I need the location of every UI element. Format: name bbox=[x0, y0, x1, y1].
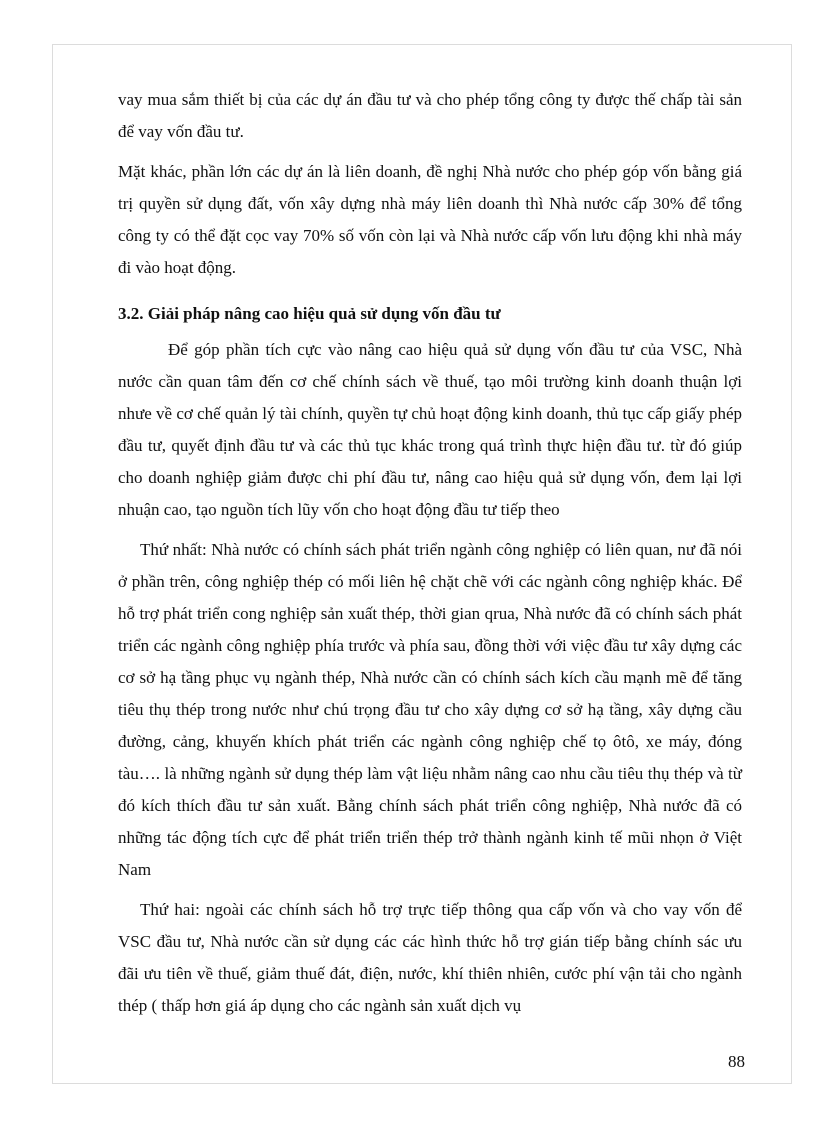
paragraph-section-intro: Để góp phần tích cực vào nâng cao hiệu quả sử dụng vốn đầu tư của VSC, Nhà nước cần quan tâm đến cơ chế chính sách về thuế, tạo môi trường kinh doanh thuận lợi nhưe về cơ chế quản lý tài chính, quyền tự chủ hoạt động kinh doanh, thủ tục cấp giấy phép đầu tư, quyết định đầu tư và các thủ tục khác trong quá trình thực hiện đầu tư. từ đó giúp cho doanh nghiệp giảm được chi phí đầu tư, nâng cao hiệu quả sử dụng vốn, đem lại lợi nhuận cao, tạo nguồn tích lũy vốn cho hoạt động đầu tư tiếp theo bbox=[118, 340, 742, 519]
page-number: 88 bbox=[728, 1052, 745, 1071]
paragraph-joint-venture: Mặt khác, phần lớn các dự án là liên doanh, đề nghị Nhà nước cho phép góp vốn bằng giá trị quyền sử dụng đất, vốn xây dựng nhà máy liên doanh thì Nhà nước cấp 30% để tổng công ty có thể đặt cọc vay 70% số vốn còn lại và Nhà nước cấp vốn lưu động khi nhà máy đi vào hoạt động. bbox=[118, 162, 742, 277]
paragraph-first-point: Thứ nhất: Nhà nước có chính sách phát triển ngành công nghiệp có liên quan, nư đã nói ở phần trên, công nghiệp thép có mối liên hệ chặt chẽ với các ngành công nghiệp khác. Để hỗ trợ phát triển cong nghiệp sản xuất thép, thời gian qrua, Nhà nước đã có chính sách phát triển các ngành công nghiệp phía trước và phía sau, đồng thời với việc đầu tư xây dựng các cơ sở hạ tầng phục vụ ngành thép, Nhà nước cần có chính sách kích cầu mạnh mẽ để tăng tiêu thụ thép trong nước như chú trọng đầu tư cho xây dựng cơ sở hạ tầng, xây dựng cầu đường, cảng, khuyến khích phát triển các ngành công nghiệp chế tọ ôtô, xe máy, đóng tàu…. là những ngành sử dụng thép làm vật liệu nhằm nâng cao nhu cầu tiêu thụ thép và từ đó kích thích đầu tư sản xuất. Bằng chính sách phát triển công nghiệp, Nhà nước đã có những tác động tích cực để phát triển triển thép trở thành ngành kinh tế mũi nhọn ở Việt Nam bbox=[118, 540, 742, 879]
paragraph-second-point: Thứ hai: ngoài các chính sách hỗ trợ trực tiếp thông qua cấp vốn và cho vay vốn để VSC đầu tư, Nhà nước cần sử dụng các các hình thức hỗ trợ gián tiếp bằng chính sác ưu đãi ưu tiên về thuế, giảm thuế đát, điện, nước, khí thiên nhiên, cước phí vận tải cho ngành thép ( thấp hơn giá áp dụng cho các ngành sản xuất dịch vụ bbox=[118, 900, 742, 1015]
section-heading: 3.2. Giải pháp nâng cao hiệu quả sử dụng vốn đầu tư bbox=[118, 304, 501, 323]
document-body bbox=[118, 84, 742, 1022]
paragraph-continuation: vay mua sắm thiết bị của các dự án đầu tư và cho phép tổng công ty được thế chấp tài sản để vay vốn đầu tư. bbox=[118, 90, 742, 141]
